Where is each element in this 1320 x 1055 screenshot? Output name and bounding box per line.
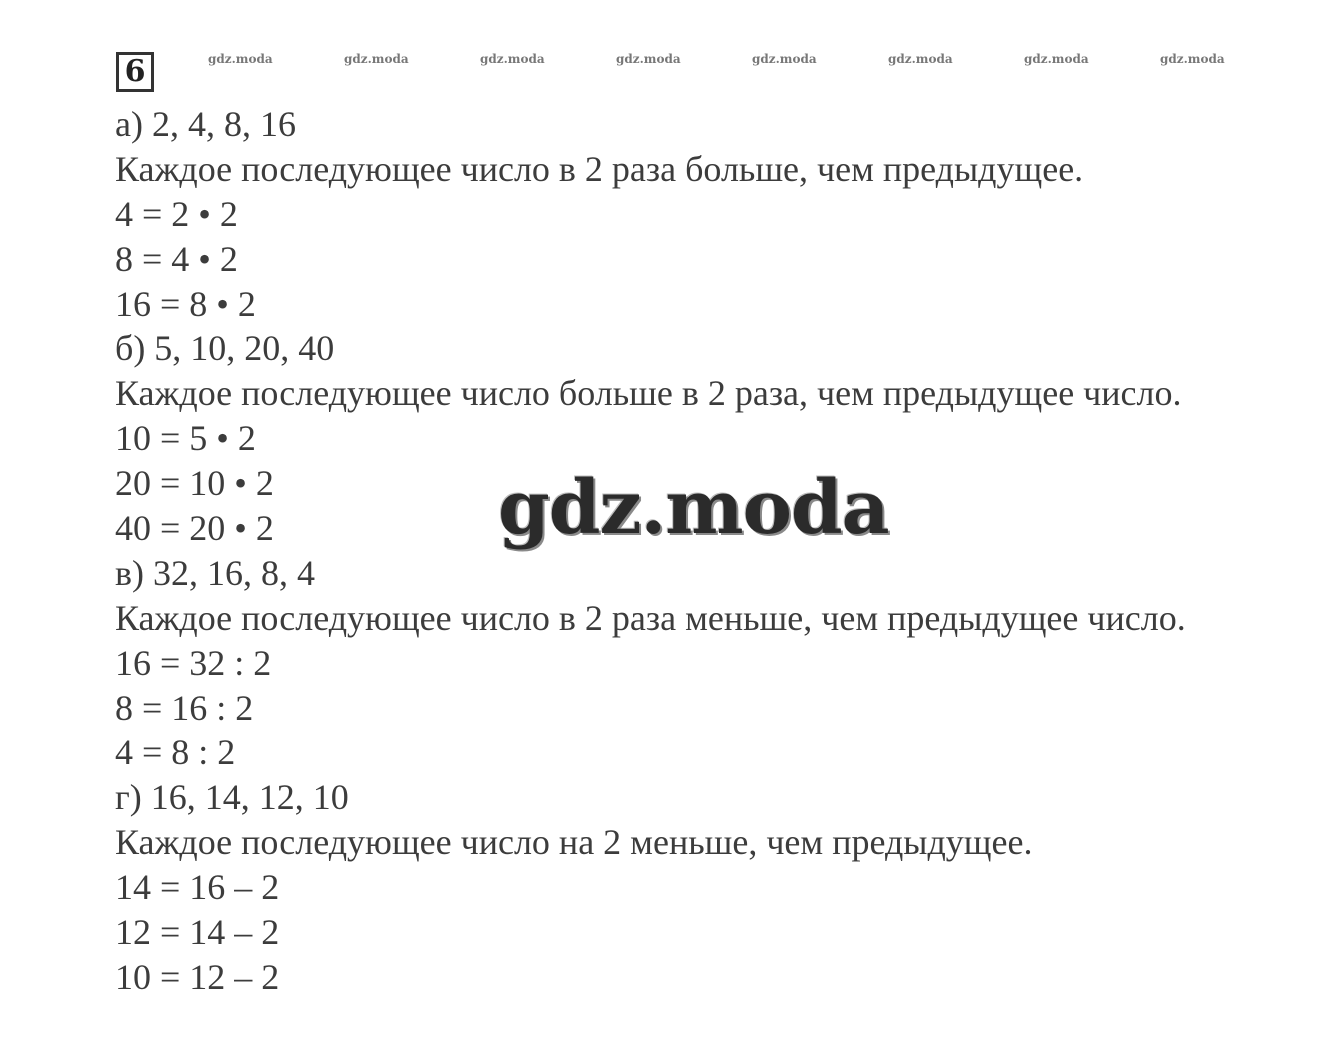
part-v-sequence: в) 32, 16, 8, 4 bbox=[115, 552, 315, 593]
watermark-small: gdz.moda bbox=[888, 52, 953, 66]
part-a-equation: 16 = 8 • 2 bbox=[115, 283, 256, 324]
part-v-equation: 4 = 8 : 2 bbox=[115, 732, 236, 773]
part-b-equation: 20 = 10 • 2 bbox=[115, 463, 274, 504]
part-v-equation: 8 = 16 : 2 bbox=[115, 687, 254, 728]
watermark-small: gdz.moda bbox=[1160, 52, 1225, 66]
part-v-rule: Каждое последующее число в 2 раза меньше, чем предыдущее число. bbox=[115, 597, 1186, 638]
part-v-equation: 16 = 32 : 2 bbox=[115, 642, 272, 683]
part-b-sequence: б) 5, 10, 20, 40 bbox=[115, 328, 335, 369]
part-g-equation: 14 = 16 – 2 bbox=[115, 867, 280, 908]
part-a-sequence: а) 2, 4, 8, 16 bbox=[115, 104, 296, 144]
watermark-small: gdz.moda bbox=[1024, 52, 1089, 66]
part-a-equation: 8 = 4 • 2 bbox=[115, 238, 238, 279]
watermark-large: gdz.moda bbox=[498, 465, 889, 551]
watermark-small: gdz.moda bbox=[480, 52, 545, 66]
part-b-equation: 10 = 5 • 2 bbox=[115, 418, 256, 459]
part-g-rule: Каждое последующее число на 2 меньше, чем предыдущее. bbox=[115, 822, 1033, 863]
part-b-equation: 40 = 20 • 2 bbox=[115, 508, 274, 549]
part-g-sequence: г) 16, 14, 12, 10 bbox=[115, 777, 349, 818]
watermark-small: gdz.moda bbox=[616, 52, 681, 66]
part-g-equation: 12 = 14 – 2 bbox=[115, 912, 280, 953]
watermark-small: gdz.moda bbox=[208, 52, 273, 66]
watermark-small: gdz.moda bbox=[344, 52, 409, 66]
watermark-small: gdz.moda bbox=[752, 52, 817, 66]
part-g-equation: 10 = 12 – 2 bbox=[115, 956, 280, 997]
task-number-box: 6 bbox=[116, 52, 154, 92]
part-b-rule: Каждое последующее число больше в 2 раза, чем предыдущее число. bbox=[115, 373, 1182, 414]
part-a-rule: Каждое последующее число в 2 раза больше, чем предыдущее. bbox=[115, 148, 1084, 189]
part-a-equation: 4 = 2 • 2 bbox=[115, 193, 238, 234]
